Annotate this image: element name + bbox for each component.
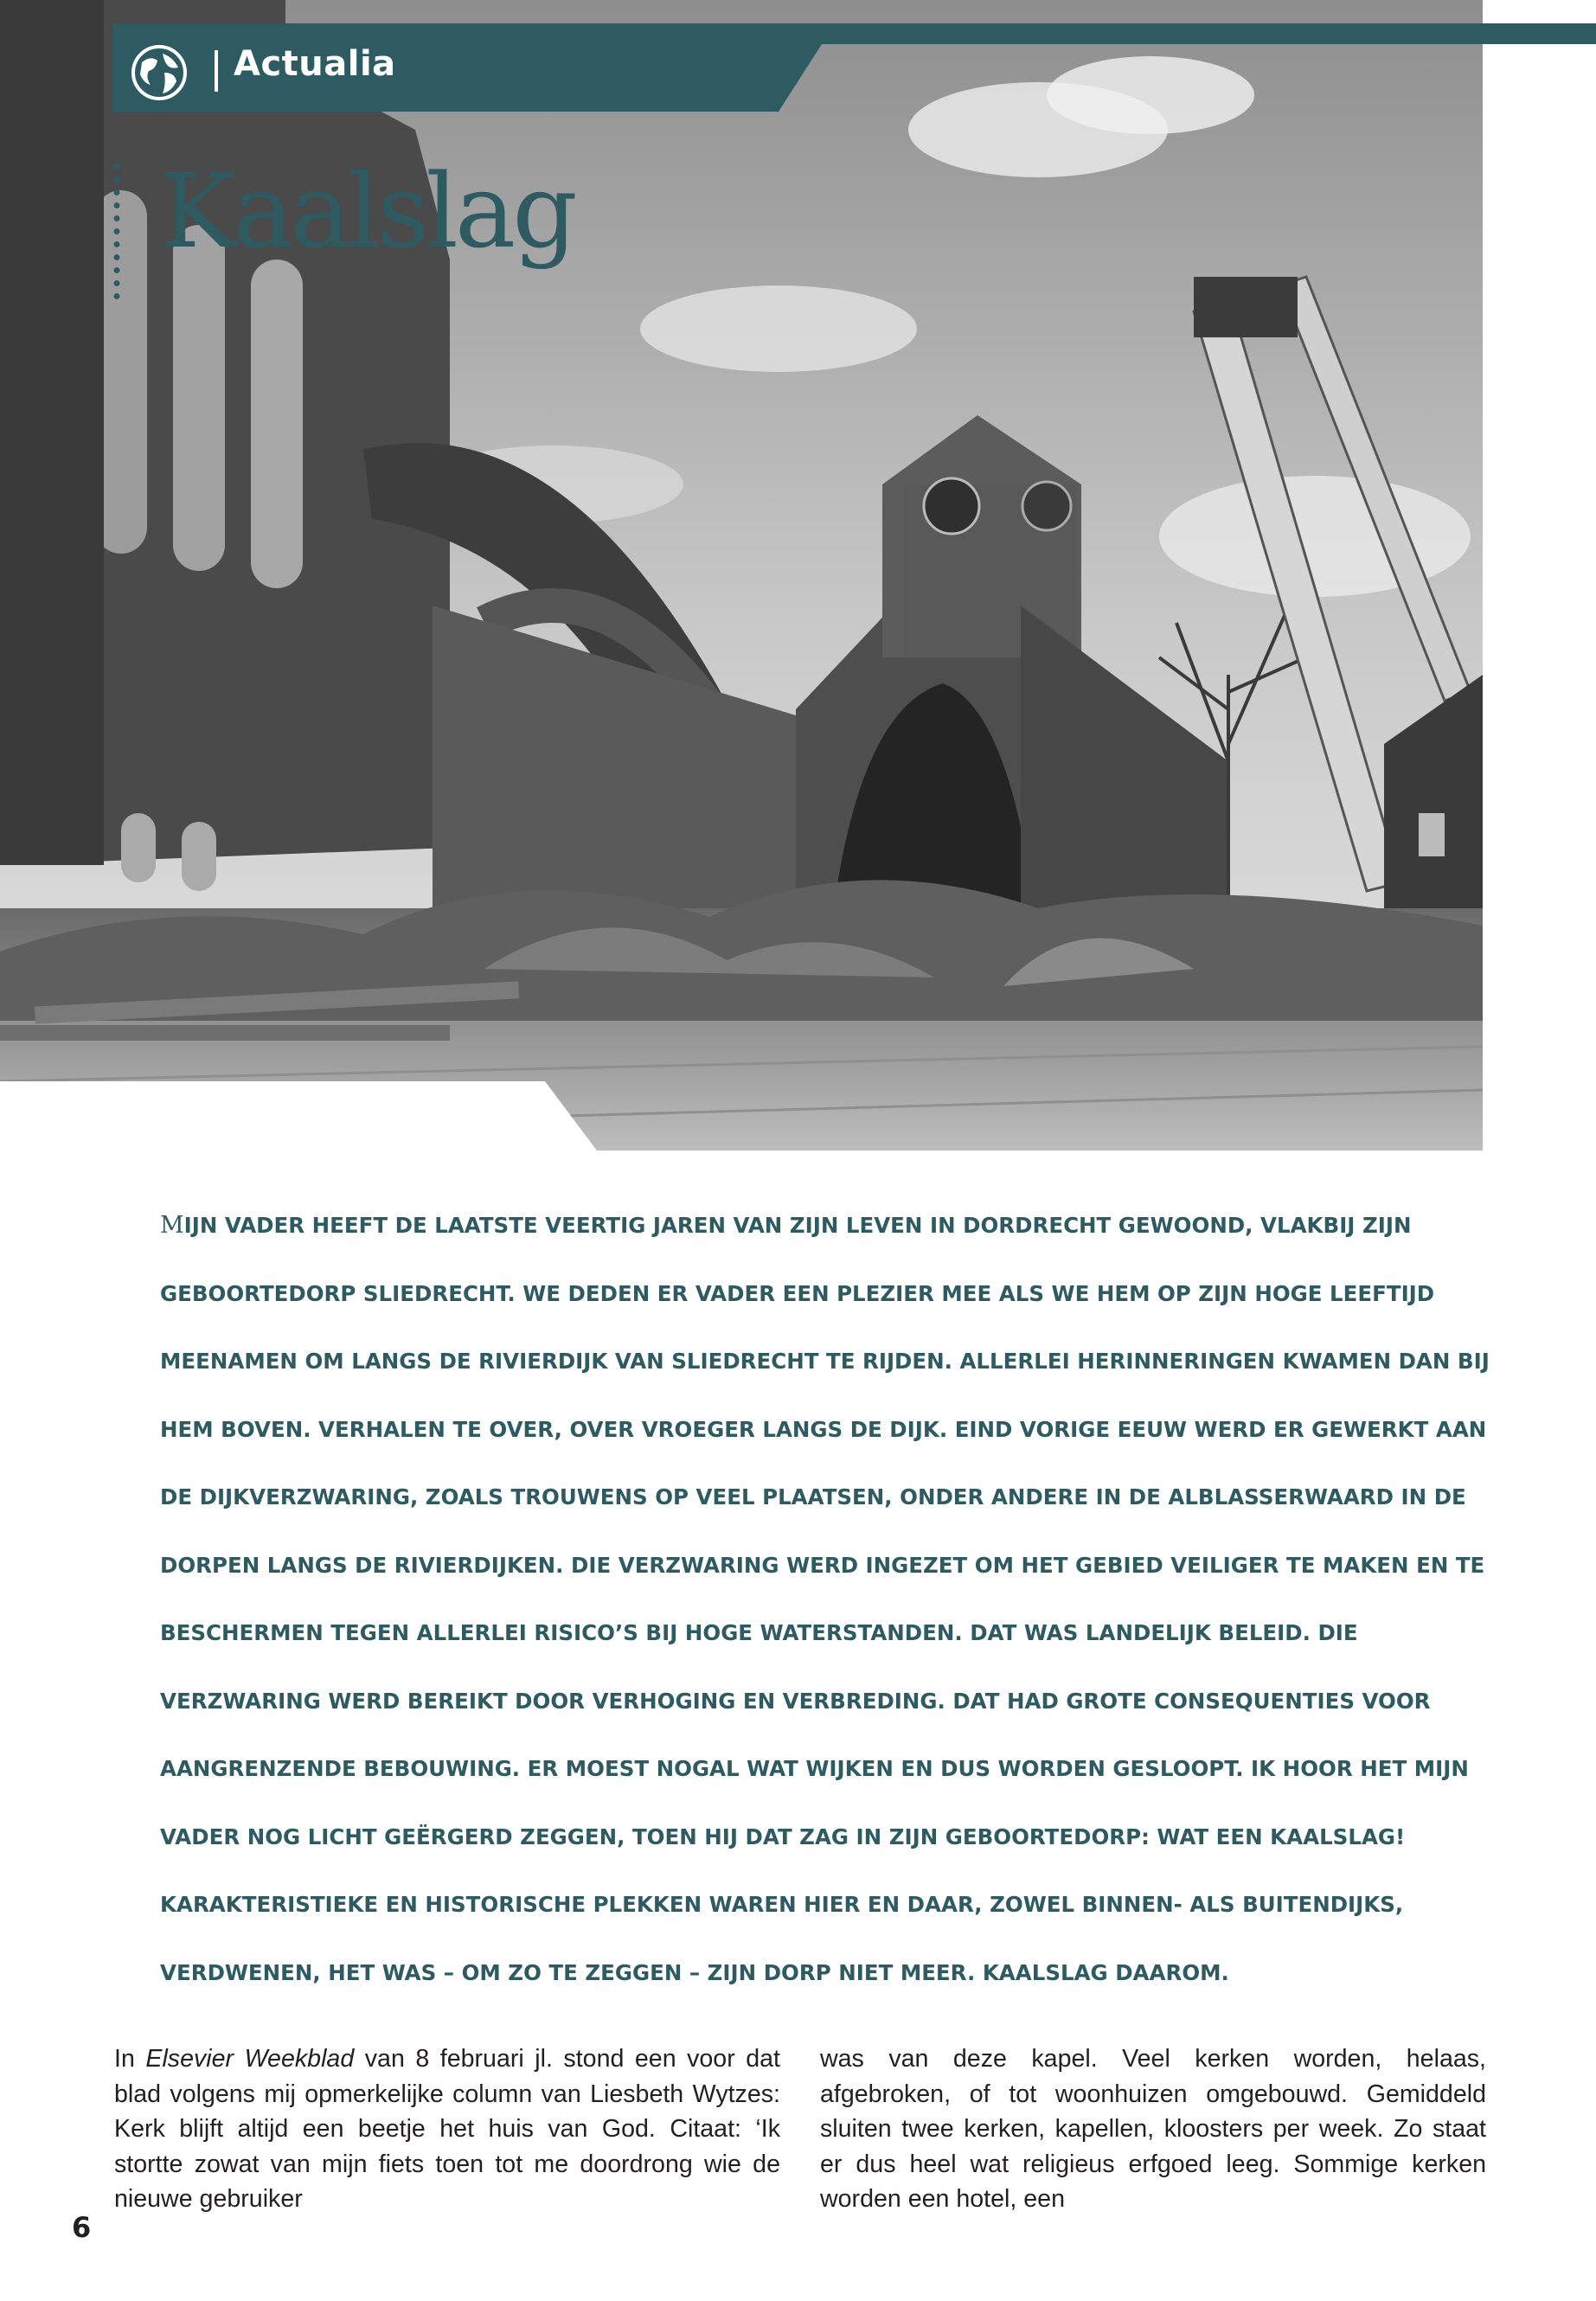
section-divider [215,50,218,92]
lead-paragraph [160,1192,1497,2007]
lead-text: IJN VADER HEEFT DE LAATSTE VEERTIG JAREN VAN ZIJN LEVEN IN DORDRECHT GEWOOND, VLAKBIJ ZIJN GEBOORTEDORP SLIEDRECHT. WE DEDEN ER VADER EEN PLEZIER MEE ALS WE HEM OP ZIJN HOGE LEEFTIJD MEENAMEN OM LANGS DE RIVIERDIJK VAN SLIEDRECHT TE RIJDEN. ALLERLEI HERINNERINGEN KWAMEN DAN BIJ HEM BOVEN. VERHALEN TE OVER, OVER VROEGER LANGS DE DIJK. EIND VORIGE EEUW WERD ER GEWERKT AAN DE DIJKVERZWARING, ZOALS TROUWENS OP VEEL PLAATSEN, ONDER ANDERE IN DE ALBLASSERWAARD IN DE DORPEN LANGS DE RIVIERDIJKEN. DIE VERZWARING WERD INGEZET OM HET GEBIED VEILIGER TE MAKEN EN TE BESCHERMEN TEGEN ALLERLEI RISICO’S BIJ HOGE WATERSTANDEN. DAT WAS LANDELIJK BELEID. DIE VERZWARING WERD BEREIKT DOOR VERHOGING EN VERBREDING. DAT HAD GROTE CONSEQUENTIES VOOR AANGRENZENDE BEBOUWING. ER MOEST NOGAL WAT WIJKEN EN DUS WORDEN GESLOOPT. IK HOOR HET MIJN VADER NOG LICHT GEËRGERD ZEGGEN, TOEN HIJ DAT ZAG IN ZIJN GEBOORTEDORP: WAT EEN KAALSLAG! KARAKTERISTIEKE EN HISTORISCHE PLEKKEN WAREN HIER EN DAAR, ZOWEL BINNEN- ALS BUITENDIJKS, VERDWENEN, HET WAS – OM ZO TE ZEGGEN – ZIJN DORP NIET MEER. KAALSLAG DAAROM. [160,1213,1490,1985]
page-number: 6 [72,2211,92,2244]
body-column-left [114,2041,780,2217]
article-title: Kaalslag [160,151,574,271]
lead-dropcap: M [160,1212,184,1239]
body-text: In [114,2045,146,2073]
magazine-name: Elsevier Weekblad [145,2045,355,2073]
dotted-rule [113,160,120,303]
section-banner [112,23,822,112]
body-text: van 8 februari jl. stond een voor dat blad volgens mij opmerkelijke column van Liesbeth Wytzes: Kerk blijft altijd een beetje het huis van God. Citaat: ‘Ik stortte zowat van mijn fiets toen tot me doordrong wie de nieuwe gebruiker [114,2045,780,2213]
globe-icon [130,43,189,102]
header-band [779,23,1596,44]
body-column-right: was van deze kapel. Veel kerken worden, helaas, afgebroken, of tot woonhuizen omgebouwd. Gemiddeld sluiten twee kerken, kapellen, kloosters per week. Zo staat er dus heel wat religieus erfgoed leeg. Sommige kerken worden een hotel, een [820,2045,1486,2213]
section-label: Actualia [234,44,396,84]
